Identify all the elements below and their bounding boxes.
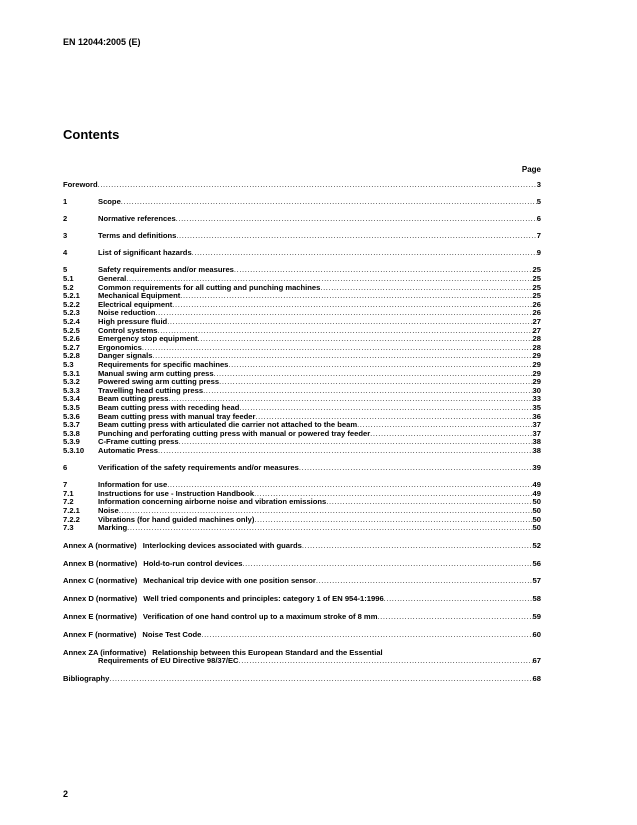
toc-entry-number: 5.3.5 [63,402,80,412]
annex-label: Annex B (normative) [63,558,138,568]
toc-entry-number: 5.3 [63,360,74,369]
toc-entry-page: 37 [532,420,541,430]
toc-entry-page: 56 [532,558,541,568]
toc-entry-title: Marking [98,523,128,533]
dot-leader [121,198,537,207]
toc-entry-page: 59 [532,612,541,621]
toc-entry-number: 5.2.1 [63,291,80,301]
toc-entry-foreword[interactable] [63,181,541,190]
toc-entry-title: Beam cutting press with receding head [98,402,240,412]
toc-entry[interactable] [63,516,541,525]
toc-entry-page: 25 [532,274,541,284]
toc-annex-entry[interactable] [63,613,541,622]
annex-title-continued: Requirements of EU Directive 98/37/EC [98,656,239,666]
toc-entry-page: 27 [532,325,541,335]
toc-entry-page: 49 [532,488,541,498]
toc-entry-number: 3 [63,231,68,241]
toc-annex-entry[interactable] [63,560,541,569]
dot-leader [302,542,533,551]
dot-leader [203,387,532,396]
annex-title: Well tried components and principles: category 1 of EN 954-1:1996 [143,594,384,604]
toc-entry[interactable] [63,198,541,207]
toc-entry-number: 5.2.4 [63,317,80,327]
toc-entry-title: Beam cutting press with articulated die carrier not attached to the beam [98,420,358,430]
toc-annex-entry[interactable] [63,631,541,640]
toc-annex-entry[interactable] [63,542,541,551]
dot-leader [155,309,532,318]
toc-entry-page: 50 [532,523,541,533]
toc-entry-page: 49 [532,480,541,490]
toc-entry-number: 5.2.8 [63,351,80,361]
toc-entry-number: 5.3.2 [63,377,80,387]
toc-entry-number: 5.2.6 [63,334,80,344]
toc-entry[interactable] [63,249,541,258]
dot-leader [377,613,532,622]
toc-entry-number: 5.2.3 [63,308,80,318]
toc-entry[interactable] [63,498,541,507]
annex-label: Annex E (normative) [63,612,137,621]
toc-entry-title: Beam cutting press [98,394,169,404]
toc-entry-number: 5.3.7 [63,420,80,430]
toc-entry-page: 9 [536,248,541,258]
toc-entry-number: 1 [63,197,68,207]
dot-leader [228,361,532,370]
toc-entry-page: 25 [532,291,541,301]
toc-entry-page: 58 [532,594,541,604]
dot-leader [357,421,532,430]
toc-entry-page: 38 [532,437,541,447]
toc-annex-entry[interactable] [63,595,541,604]
toc-entry-number: 5.3.6 [63,411,80,421]
annex-label: Annex A (normative) [63,540,137,550]
toc-entry-title: Control systems [98,325,158,335]
toc-entry[interactable] [63,215,541,224]
toc-entry-number: 5.3.1 [63,368,80,378]
toc-annex-title [63,577,316,586]
toc-entry-title: Travelling head cutting press [98,385,204,395]
toc-entry-page: 27 [532,317,541,327]
dot-leader [201,631,532,640]
toc-entry-page: 35 [532,402,541,412]
dot-leader [326,498,532,507]
toc-entry-number: 6 [63,463,68,473]
toc-entry-page: 26 [532,308,541,318]
dot-leader [320,284,532,293]
toc-entry-page: 25 [532,265,541,275]
toc-entry[interactable] [63,464,541,473]
dot-leader [180,292,532,301]
toc-annex-title [63,595,384,604]
dot-leader [254,516,532,525]
toc-entry-title: Instructions for use - Instruction Handbook [98,488,255,498]
page-number: 2 [63,789,69,799]
toc-entry-page: 25 [532,282,541,292]
toc-entry-number: 7.2.2 [63,514,80,524]
toc-entry-page: 6 [536,214,541,224]
dot-leader [234,266,533,275]
toc-entry-title: Verification of the safety requirements and/or measures [98,463,299,473]
dot-leader [176,232,536,241]
toc-entry-title: Danger signals [98,351,153,361]
toc-annex-title [63,542,302,551]
annex-title: Hold-to-run control devices [143,558,243,568]
toc-entry-page: 28 [532,334,541,344]
dot-leader [179,438,533,447]
dot-leader [98,181,537,190]
annex-label: Annex F (normative) [63,629,137,639]
toc-entry-page: 3 [536,180,541,189]
toc-entry[interactable] [63,232,541,241]
dot-leader [219,378,532,387]
toc-entry-page: 57 [532,576,541,586]
toc-entry-page: 29 [532,351,541,361]
toc-entry-number: 5.2.5 [63,325,80,335]
toc-annex-entry[interactable] [63,577,541,586]
toc-entry-title: Powered swing arm cutting press [98,377,220,387]
dot-leader [158,327,533,336]
toc-entry-number: 5.1 [63,274,74,284]
toc-entry-number: 5 [63,265,68,275]
annex-label: Annex D (normative) [63,594,138,604]
toc-entry-title: Punching and perforating cutting press with manual or powered tray feeder [98,428,371,438]
toc-entry-page: 30 [532,385,541,395]
toc-entry-title: Terms and definitions [98,231,177,241]
toc-entry-title: Safety requirements and/or measures [98,265,234,275]
toc-entry-title: Information for use [98,480,168,490]
toc-entry-title: Manual swing arm cutting press [98,368,214,378]
toc-entry-title: Automatic Press [98,445,158,455]
toc-entry-title: List of significant hazards [98,248,192,258]
toc-entry-number: 7.3 [63,523,74,533]
dot-leader [158,447,533,456]
annex-title: Noise Test Code [142,629,202,639]
toc-entry-title: Ergonomics [98,342,142,352]
toc-entry-title: Vibrations (for hand guided machines only) [98,514,255,524]
toc-entry-page: 67 [532,656,541,666]
dot-leader [176,215,537,224]
toc-entry-page: 7 [536,231,541,241]
toc-entry-number: 5.3.10 [63,445,85,455]
toc-entry-page: 29 [532,377,541,387]
dot-leader [142,344,533,353]
toc-entry-number: 5.2.2 [63,299,80,309]
toc-entry-title: Bibliography [63,673,110,683]
dot-leader [172,301,532,310]
toc-annex-za-line2[interactable] [63,657,541,666]
toc-entry-title: C-Frame cutting press [98,437,179,447]
toc-entry-number: 5.3.9 [63,437,80,447]
toc-entry-title: Information concerning airborne noise and vibration emissions [98,497,327,507]
toc-entry-page: 38 [532,445,541,455]
toc-entry-page: 5 [536,197,541,207]
toc-entry-page: 68 [532,673,541,683]
toc-entry-page: 33 [532,394,541,404]
dot-leader [239,657,533,666]
toc-entry-page: 36 [532,411,541,421]
toc-entry-title: Electrical equipment [98,299,173,309]
document-header: EN 12044:2005 (E) [63,37,141,47]
annex-title: Interlocking devices associated with guards [142,540,302,550]
toc-entry-page: 50 [532,497,541,507]
toc-entry-title: Noise [98,505,119,515]
toc-entry-title: High pressure fluid [98,317,168,327]
toc-entry-title: Requirements for specific machines [98,360,229,369]
toc-entry-page: 29 [532,360,541,369]
toc-entry-title: Mechanical Equipment [98,291,181,301]
toc-entry-number: 5.3.4 [63,394,80,404]
toc-entry-page: 60 [532,629,541,639]
toc-entry-title: Beam cutting press with manual tray feeder [98,411,256,421]
annex-label: Annex C (normative) [63,576,138,586]
dot-leader [198,335,533,344]
annex-label: Annex ZA (informative) [63,647,147,657]
annex-title: Relationship between this European Standard and the Essential [152,647,383,657]
toc-entry-title: Common requirements for all cutting and punching machines [98,282,321,292]
toc-entry-number: 7 [63,480,68,490]
dot-leader [242,560,532,569]
toc-entry-page: 37 [532,428,541,438]
toc-entry-number: 5.2 [63,282,74,292]
toc-entry-title: Normative references [98,214,176,224]
toc-entry-title: General [98,274,127,284]
toc-entry-number: 7.1 [63,488,74,498]
toc-entry[interactable] [63,266,541,275]
dot-leader [384,595,533,604]
toc-entry[interactable] [63,524,541,533]
dot-leader [239,404,532,413]
annex-title: Mechanical trip device with one position sensor [143,576,316,586]
toc-entry-number: 7.2 [63,497,74,507]
page-title: Contents [63,127,120,142]
dot-leader [299,464,533,473]
page-column-label: Page [521,165,541,174]
toc-entry-number: 5.3.3 [63,385,80,395]
dot-leader [370,430,532,439]
toc-entry-number: 4 [63,248,68,258]
toc-entry-title: Noise reduction [98,308,156,318]
toc-entry-bibliography[interactable] [63,675,541,684]
toc-entry-page: 29 [532,368,541,378]
toc-entry-number: 5.2.7 [63,342,80,352]
toc-annex-title [63,631,201,640]
toc-entry-title: Scope [98,197,121,207]
toc-entry-page: 26 [532,299,541,309]
toc-entry-page: 28 [532,342,541,352]
toc-entry-page: 50 [532,514,541,524]
table-of-contents [63,181,541,684]
dot-leader [192,249,537,258]
dot-leader [316,577,533,586]
toc-entry-page: 39 [532,463,541,473]
toc-entry-title: Emergency stop equipment [98,334,198,344]
toc-entry[interactable] [63,447,541,456]
toc-entry-title: Foreword [63,180,98,189]
toc-entry-page: 52 [532,540,541,550]
toc-annex-title [63,560,242,569]
toc-annex-title [63,613,377,622]
toc-entry-number: 7.2.1 [63,505,80,515]
dot-leader [214,370,533,379]
dot-leader [167,318,532,327]
dot-leader [127,524,532,533]
toc-entry-number: 5.3.8 [63,428,80,438]
toc-entry-number: 2 [63,214,68,224]
toc-entry-page: 50 [532,505,541,515]
dot-leader [109,675,532,684]
annex-title: Verification of one hand control up to a maximum stroke of 8 mm [142,612,378,621]
